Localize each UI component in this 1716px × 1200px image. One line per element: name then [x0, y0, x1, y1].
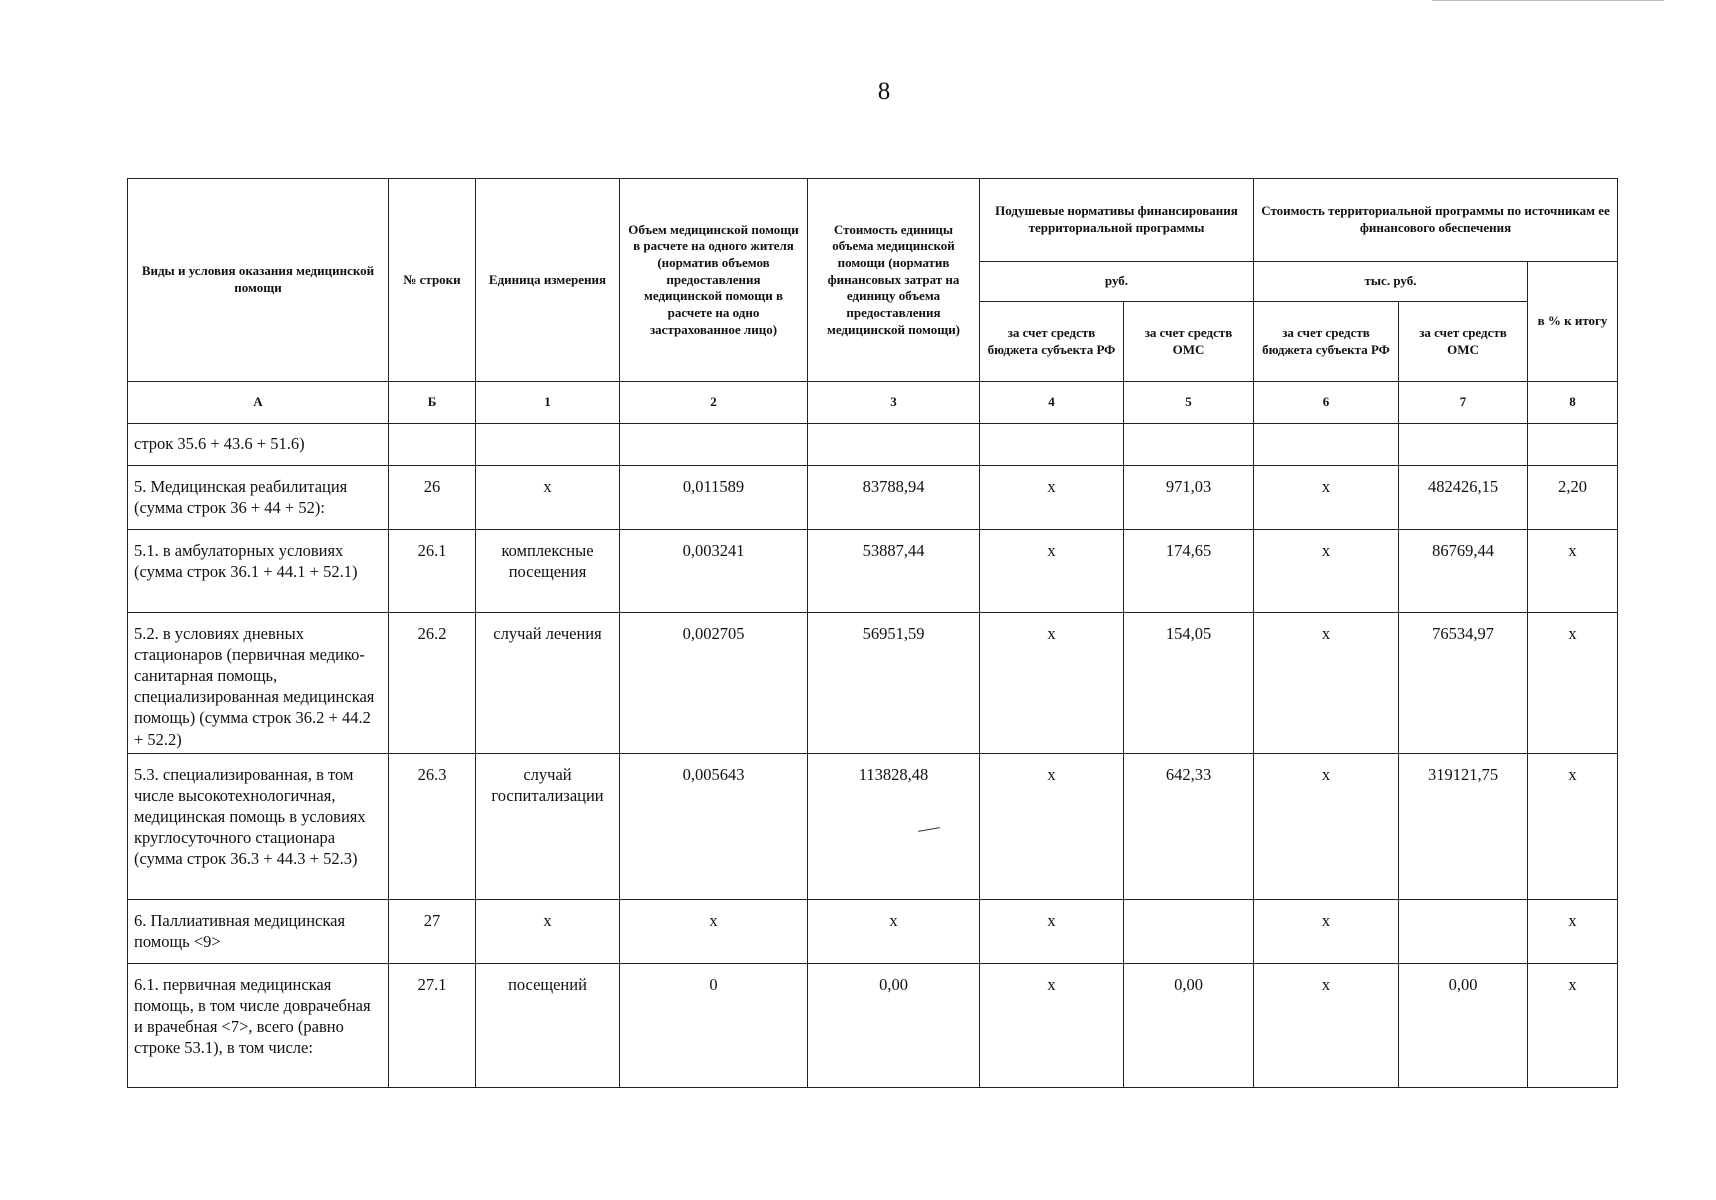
index-cell: А: [128, 382, 389, 424]
cell-unit: случай госпитализации: [476, 753, 620, 899]
cell-oms-rub: 174,65: [1124, 530, 1254, 613]
cell-cost: х: [808, 899, 980, 963]
cell-budget-thous: х: [1254, 613, 1399, 754]
cell-unit: случай лечения: [476, 613, 620, 754]
cell-percent: [1528, 424, 1618, 466]
table-row: [128, 753, 1618, 899]
cell-percent: х: [1528, 753, 1618, 899]
cell-budget-rub: х: [980, 899, 1124, 963]
cell-budget-rub: [980, 424, 1124, 466]
cell-label: 5.1. в амбулаторных условиях (сумма строк 36.1 + 44.1 + 52.1): [128, 530, 389, 613]
cell-unit: х: [476, 899, 620, 963]
header-rub: руб.: [980, 262, 1254, 302]
cell-oms-rub: 0,00: [1124, 963, 1254, 1087]
cell-budget-thous: х: [1254, 899, 1399, 963]
cell-row-no: 27.1: [389, 963, 476, 1087]
cell-volume: 0,011589: [620, 466, 808, 530]
cell-cost: 53887,44: [808, 530, 980, 613]
index-cell: 6: [1254, 382, 1399, 424]
cell-label: 5.2. в условиях дневных стационаров (первичная медико-санитарная помощь, специализированная медицинская помощь) (сумма строк 36.2 + 44.2 + 52.2): [128, 613, 389, 754]
cell-volume: 0,003241: [620, 530, 808, 613]
cell-budget-thous: х: [1254, 466, 1399, 530]
cell-budget-thous: х: [1254, 530, 1399, 613]
index-cell: 3: [808, 382, 980, 424]
cell-label: строк 35.6 + 43.6 + 51.6): [128, 424, 389, 466]
cell-budget-rub: х: [980, 466, 1124, 530]
header-unit: Единица измерения: [476, 179, 620, 382]
cell-budget-rub: х: [980, 963, 1124, 1087]
program-cost-table: [127, 178, 1618, 1088]
cell-budget-thous: х: [1254, 963, 1399, 1087]
cell-oms-thous: [1399, 424, 1528, 466]
cell-row-no: 26.2: [389, 613, 476, 754]
cell-cost: 113828,48: [808, 753, 980, 899]
cell-row-no: [389, 424, 476, 466]
header-volume: Объем медицинской помощи в расчете на одного жителя (норматив объемов предоставления медицинской помощи в расчете на одно застрахованное лицо): [620, 179, 808, 382]
header-program-cost: Стоимость территориальной программы по источникам ее финансового обеспечения: [1254, 179, 1618, 262]
cell-cost: 0,00: [808, 963, 980, 1087]
cell-cost: [808, 424, 980, 466]
cell-label: 5.3. специализированная, в том числе высокотехнологичная, медицинская помощь в условиях круглосуточного стационара (сумма строк 36.3 + 44.3 + 52.3): [128, 753, 389, 899]
cell-oms-rub: [1124, 899, 1254, 963]
cell-oms-thous: 0,00: [1399, 963, 1528, 1087]
cell-row-no: 26.3: [389, 753, 476, 899]
cell-oms-thous: 76534,97: [1399, 613, 1528, 754]
cell-oms-thous: 319121,75: [1399, 753, 1528, 899]
header-budget-rub: за счет средств бюджета субъекта РФ: [980, 302, 1124, 382]
header-kind: Виды и условия оказания медицинской помощи: [128, 179, 389, 382]
scan-edge-line: [1432, 0, 1664, 1]
cell-unit: х: [476, 466, 620, 530]
cell-volume: 0,002705: [620, 613, 808, 754]
index-cell: 5: [1124, 382, 1254, 424]
header-cost: Стоимость единицы объема медицинской помощи (норматив финансовых затрат на единицу объема предоставления медицинской помощи): [808, 179, 980, 382]
index-cell: Б: [389, 382, 476, 424]
cell-volume: х: [620, 899, 808, 963]
cell-label: 5. Медицинская реабилитация (сумма строк 36 + 44 + 52):: [128, 466, 389, 530]
table-row: [128, 613, 1618, 754]
cell-budget-thous: [1254, 424, 1399, 466]
cell-oms-rub: 642,33: [1124, 753, 1254, 899]
header-budget-thous: за счет средств бюджета субъекта РФ: [1254, 302, 1399, 382]
page-number: 8: [877, 78, 891, 105]
index-cell: 7: [1399, 382, 1528, 424]
cell-row-no: 27: [389, 899, 476, 963]
cell-budget-thous: х: [1254, 753, 1399, 899]
cell-unit: посещений: [476, 963, 620, 1087]
index-cell: 1: [476, 382, 620, 424]
cell-row-no: 26: [389, 466, 476, 530]
cell-percent: х: [1528, 899, 1618, 963]
cell-label: 6. Паллиативная медицинская помощь <9>: [128, 899, 389, 963]
cell-row-no: 26.1: [389, 530, 476, 613]
header-oms-thous: за счет средств ОМС: [1399, 302, 1528, 382]
cell-label: 6.1. первичная медицинская помощь, в том числе доврачебная и врачебная <7>, всего (равно строке 53.1), в том числе:: [128, 963, 389, 1087]
table-row: [128, 899, 1618, 963]
header-thous-rub: тыс. руб.: [1254, 262, 1528, 302]
cell-volume: [620, 424, 808, 466]
table-row: [128, 466, 1618, 530]
header-percent: в % к итогу: [1528, 262, 1618, 382]
cell-volume: 0,005643: [620, 753, 808, 899]
cell-unit: [476, 424, 620, 466]
cell-oms-thous: 86769,44: [1399, 530, 1528, 613]
index-cell: 8: [1528, 382, 1618, 424]
cell-percent: х: [1528, 963, 1618, 1087]
cell-cost: 56951,59: [808, 613, 980, 754]
table-row: [128, 530, 1618, 613]
index-cell: 2: [620, 382, 808, 424]
cell-budget-rub: х: [980, 753, 1124, 899]
cell-percent: 2,20: [1528, 466, 1618, 530]
cell-percent: х: [1528, 613, 1618, 754]
cell-oms-thous: 482426,15: [1399, 466, 1528, 530]
cell-oms-thous: [1399, 899, 1528, 963]
cell-volume: 0: [620, 963, 808, 1087]
table-row: [128, 424, 1618, 466]
header-row-no: № строки: [389, 179, 476, 382]
cell-unit: комплексные посещения: [476, 530, 620, 613]
cell-oms-rub: 971,03: [1124, 466, 1254, 530]
header-oms-rub: за счет средств ОМС: [1124, 302, 1254, 382]
cell-percent: х: [1528, 530, 1618, 613]
table-row: [128, 963, 1618, 1087]
cell-budget-rub: х: [980, 530, 1124, 613]
header-per-capita: Подушевые нормативы финансирования территориальной программы: [980, 179, 1254, 262]
cell-oms-rub: [1124, 424, 1254, 466]
cell-budget-rub: х: [980, 613, 1124, 754]
index-cell: 4: [980, 382, 1124, 424]
cell-cost: 83788,94: [808, 466, 980, 530]
cell-oms-rub: 154,05: [1124, 613, 1254, 754]
